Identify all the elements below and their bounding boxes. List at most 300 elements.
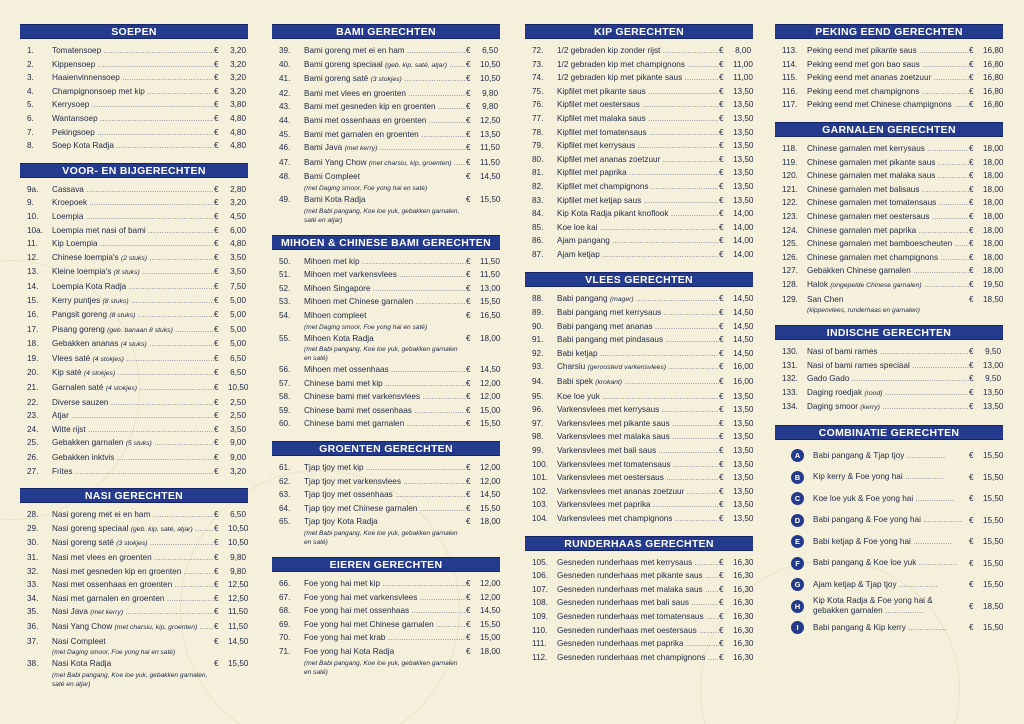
euro-sign: € [719,127,724,137]
dish-name [52,280,214,294]
euro-sign: € [719,500,724,510]
dish-name [807,264,969,278]
euro-sign: € [719,73,724,83]
dish-name-text: Nasi goreng saté [52,538,114,548]
dish-name [557,166,719,180]
dish-name-text: Chinese garnalen met bamboescheuten [807,239,953,249]
menu-item [525,430,753,444]
dish-name-text: Varkensvlees met kerrysaus [557,405,660,415]
dish-price: 11,50 [228,621,248,631]
euro-sign: € [466,405,471,415]
dish-price: 16,00 [733,377,754,387]
euro-sign: € [466,333,471,343]
euro-sign: € [214,580,219,590]
dish-name-text: Champignonsoep met kip [52,86,145,96]
dish-name [304,577,466,591]
dish-price: 18,00 [983,252,1004,262]
euro-sign: € [719,446,724,456]
euro-sign: € [719,459,724,469]
euro-sign: € [214,127,219,137]
menu-item [20,71,248,85]
dish-name-text: Chinese garnalen met balisaus [807,184,920,194]
euro-sign: € [969,360,974,370]
dish-name-text: Nasi met ossenhaas en groenten [52,580,173,590]
menu-item [525,583,753,597]
dish-name [304,309,466,332]
dish-number: 78. [532,127,544,137]
euro-sign: € [214,100,219,110]
menu-item [272,100,500,114]
dish-name [807,359,969,373]
dish-number: 27. [27,466,39,476]
dish-name-text: Bami Yang Chow [304,157,367,167]
menu-item [775,98,1003,112]
dish-price: 15,00 [480,405,501,415]
dish-name-text: Nasi of bami rames [807,347,878,357]
dish-number: 7. [27,127,34,137]
menu-item [525,347,753,361]
euro-sign: € [466,143,471,153]
dish-name [304,604,466,618]
dish-name [557,320,719,334]
menu-item [525,360,753,375]
dish-price: 14,00 [733,209,754,219]
menu-column-1 [20,24,248,699]
dish-name [304,377,466,391]
dish-number: 72. [532,46,544,55]
dish-name-text: Bami met gesneden kip en groenten [304,102,436,112]
dish-name-text: Wantansoep [52,113,98,123]
dish-number: 2. [27,59,34,69]
menu-item [525,166,753,180]
dish-price: 3,80 [230,100,246,110]
dish-number: 16. [27,310,39,320]
dish-name [557,234,719,248]
menu-item [775,169,1003,183]
menu-item [20,352,248,367]
dish-name [557,44,719,58]
menu-item [272,461,500,475]
menu-item [272,156,500,171]
dish-name [52,657,214,689]
euro-sign: € [466,378,471,388]
dish-name [52,85,214,99]
menu-item [272,44,500,58]
euro-sign: € [719,181,724,191]
euro-sign: € [214,368,219,378]
menu-item [775,156,1003,170]
euro-sign: € [214,184,219,194]
dish-price: 13,50 [733,514,754,523]
dish-name-text: Gesneden runderhaas met pikante saus [557,571,703,581]
dish-name-text: Varkensvlees met champignons [557,514,673,523]
dish-description: (met Daging smoor, Foe yong hai en saté) [304,184,428,192]
dish-name [52,337,214,352]
dish-name [304,618,466,632]
dish-number: 59. [279,405,291,415]
dish-number: 69. [279,619,291,629]
euro-sign: € [214,453,219,463]
dish-name [52,44,214,58]
euro-sign: € [466,59,471,69]
menu-item [272,58,500,73]
dish-name-text: Bami goreng met ei en ham [304,46,405,55]
dish-price: 18,00 [983,211,1004,221]
section-eieren [272,557,500,677]
euro-sign: € [466,633,471,643]
dish-name [807,210,969,224]
dish-price: 15,50 [983,580,1004,590]
dish-price: 13,50 [733,391,754,401]
dish-price: 16,30 [733,639,754,649]
menu-item [20,323,248,338]
dish-name [807,142,969,156]
dish-price: 14,00 [733,236,754,246]
euro-sign: € [719,557,724,567]
dish-price: 15,50 [480,619,501,629]
dish-name [807,386,969,401]
section-vlees [525,272,753,526]
dish-number: 34. [27,593,39,603]
dish-name-text: Tomatensoep [52,46,102,55]
dish-name-text: Varkensvlees met malaka saus [557,432,670,442]
dish-number: 28. [27,510,39,520]
dish-number: 63. [279,490,291,500]
section-header: NASI GERECHTEN [20,488,248,503]
dish-name [557,569,719,583]
euro-sign: € [969,558,974,568]
section-bami [272,24,500,225]
dish-number: 41. [279,74,291,84]
menu-item [20,436,248,451]
euro-sign: € [466,46,471,55]
dish-name [557,360,719,375]
dish-name-text: Mihoen met varkensvlees [304,270,397,280]
combo-item [775,445,1003,467]
dish-name-text: San Chen [807,294,844,304]
dish-price: 16,80 [983,59,1004,69]
dish-name [557,194,719,208]
dish-number: 105. [532,557,548,567]
euro-sign: € [466,270,471,280]
dish-name-text: Frites [52,466,73,476]
dish-name [557,417,719,431]
dish-name-text: Gesneden runderhaas met champignons [557,652,706,662]
dish-price: 10,50 [228,523,249,533]
dish-price: 5,00 [230,295,246,305]
dish-price: 16,80 [983,46,1004,55]
euro-sign: € [466,579,471,589]
dish-name [557,347,719,361]
dish-name-text: Foe yong hai met ossenhaas [304,606,410,616]
euro-sign: € [466,157,471,167]
dish-note: (geb. kip, saté, atjar) [130,525,193,533]
dish-number: 50. [279,256,291,266]
letter-badge: I [791,621,804,634]
dish-name [52,98,214,112]
dish-price: 9,80 [482,102,498,112]
dish-price: 18,00 [983,266,1004,276]
dish-name [557,126,719,140]
dish-name [807,196,969,210]
combo-item [775,596,1003,618]
dish-price: 9,00 [230,453,246,463]
euro-sign: € [466,310,471,320]
dish-number: 40. [279,59,291,69]
dish-name [304,502,466,516]
letter-badge: G [791,578,804,591]
menu-item [525,98,753,112]
dish-price: 12,00 [480,592,501,602]
dish-number: 114. [782,59,798,69]
menu-item [20,551,248,565]
menu-item [525,444,753,458]
euro-sign: € [719,209,724,219]
dish-price: 11,50 [228,607,248,617]
dish-name [52,423,214,437]
menu-item [525,306,753,320]
dish-price: 13,50 [480,129,501,139]
dish-name [807,98,969,112]
dish-price: 16,80 [983,86,1004,96]
dish-number: 3. [27,73,34,83]
dish-number: 57. [279,378,291,388]
section-soepen [20,24,248,153]
section-header: GARNALEN GERECHTEN [775,122,1003,137]
menu-item [525,498,753,512]
menu-item [272,604,500,618]
dish-price: 9,80 [230,553,246,562]
dish-number: 80. [532,154,544,164]
letter-badge: D [791,514,804,527]
menu-item [525,610,753,624]
dish-name [304,58,466,73]
dish-name [304,44,466,58]
dish-name [304,295,466,309]
dish-name-text: Mihoen Kota Radja [304,333,374,343]
menu-item [525,221,753,235]
dish-name [52,237,214,251]
menu-item [272,193,500,225]
euro-sign: € [969,601,974,611]
dish-number: 74. [532,73,544,83]
dish-name [557,306,719,320]
dish-number: 82. [532,181,544,191]
dish-number: 70. [279,633,291,643]
section-header: COMBINATIE GERECHTEN [775,425,1003,440]
dish-price: 16,30 [733,625,754,635]
dish-note: (met kerry) [90,609,124,617]
dish-name-text: Garnalen saté [52,383,104,393]
dish-number: 10. [27,211,39,221]
menu-item [525,333,753,347]
dish-number: 109. [532,611,548,621]
dish-name-text: 1/2 gebraden kip met pikante saus [557,73,683,83]
dish-name-text: Varkensvlees met paprika [557,500,651,510]
dish-name [304,170,466,193]
letter-badge: C [791,492,804,505]
dish-name [557,71,719,85]
menu-item [272,332,500,364]
dish-description: (met Babi pangang, Koe loe yuk, gebakken garnalen, saté en atjar) [52,671,208,688]
dish-name-text: Mihoen met Chinese garnalen [304,297,414,307]
euro-sign: € [214,310,219,320]
menu-item [525,126,753,140]
dish-name-text: Varkensvlees met oestersaus [557,473,664,483]
dish-name [304,390,466,404]
letter-badge: E [791,535,804,548]
dish-number: 88. [532,293,544,303]
dish-price: 4,80 [230,239,246,249]
euro-sign: € [719,611,724,621]
dish-name [52,71,214,85]
euro-sign: € [214,59,219,69]
euro-sign: € [969,623,974,633]
dish-price: 2,50 [230,411,246,421]
dish-number: 123. [782,211,798,221]
dish-name-text: Peking eend met Chinese champignons [807,100,952,110]
menu-item [525,651,753,665]
dish-name-text: Kipfilet met malaka saus [557,113,646,123]
euro-sign: € [719,405,724,415]
menu-item [525,390,753,404]
dish-name [557,583,719,597]
dish-note: (3 stokjes) [116,540,148,548]
dish-price: 13,50 [733,168,754,178]
dish-name-text: Mihoen met kip [304,256,360,266]
dish-note: (krokant) [595,379,623,387]
euro-sign: € [214,211,219,221]
dish-price: 16,80 [983,73,1004,83]
euro-sign: € [719,432,724,442]
dish-price: 18,00 [480,517,501,527]
dish-number: 4. [27,86,34,96]
dish-price: 3,20 [230,466,246,476]
dish-name [304,488,466,502]
section-header: PEKING EEND GERECHTEN [775,24,1003,39]
dish-name-text: Bami met garnalen en groenten [304,129,419,139]
dish-price: 13,50 [733,405,754,415]
dish-name [557,556,719,570]
euro-sign: € [214,267,219,277]
section-header: GROENTEN GERECHTEN [272,441,500,456]
dish-price: 13,50 [983,402,1004,412]
dish-number: 33. [27,580,39,590]
dish-name [304,255,466,269]
dish-number: 87. [532,249,544,259]
dish-name-text: Bami Kota Radja [304,194,366,204]
dish-name [807,44,969,58]
dish-number: 75. [532,86,544,96]
dish-name-text: Babi ketjap & Foe yong hai [813,536,911,546]
dish-price: 13,50 [733,100,754,110]
menu-item [20,85,248,99]
dish-name-text: Tjap tjoy met kip [304,463,364,473]
dish-number: 38. [27,659,39,669]
dish-price: 18,00 [983,225,1004,235]
menu-item [525,248,753,262]
dish-name-text: 1/2 gebraden kip met champignons [557,59,685,69]
euro-sign: € [719,293,724,303]
dish-name-text: Varkensvlees met bali saus [557,446,657,456]
menu-item [775,372,1003,386]
dish-name [52,592,214,606]
dish-number: 94. [532,377,544,387]
section-header: KIP GERECHTEN [525,24,753,39]
dish-name-text: Peking eend met gon bao saus [807,59,920,69]
dish-price: 6,50 [230,368,246,378]
dish-description: (met Daging smoor, Foe yong hai en saté) [52,649,176,657]
menu-item [775,210,1003,224]
euro-sign: € [969,537,974,547]
menu-item [272,87,500,101]
dish-name-text: Koe loe yuk & Foe yong hai [813,493,914,503]
dish-name [807,251,969,265]
dish-number: 104. [532,514,548,523]
dish-price: 13,50 [733,418,754,428]
dish-name [557,512,719,526]
dish-name [52,196,214,210]
euro-sign: € [719,418,724,428]
euro-sign: € [719,377,724,387]
euro-sign: € [719,362,724,372]
dot-leader: ................. [906,450,946,460]
dish-name [557,85,719,99]
dish-price: 9,80 [230,566,246,576]
dish-name [557,248,719,262]
dish-price: 7,50 [230,281,246,291]
menu-item [20,294,248,309]
dish-note: (ongepelde Chinese garnalen) [830,281,922,289]
dish-number: 58. [279,392,291,402]
dish-name-text: Foe yong hai Kota Radja [304,647,395,656]
dish-name [304,114,466,128]
dish-number: 6. [27,113,34,123]
dish-number: 115. [782,73,798,83]
dish-name [304,100,466,114]
menu-item [20,508,248,522]
menu-item [775,237,1003,251]
dish-name [52,536,214,551]
dish-price: 12,00 [480,476,501,486]
dish-name-text: Gebakken ananas [52,339,119,349]
menu-item [775,44,1003,58]
dish-price: 9,50 [985,374,1001,384]
dish-number: 61. [279,463,291,473]
menu-item [20,58,248,72]
dish-name-text: Tjap tjoy met ossenhaas [304,490,393,500]
euro-sign: € [719,249,724,259]
dish-number: 31. [27,553,39,562]
dish-price: 12,00 [480,392,501,402]
dish-name-text: Babi pangang & Kip kerry [813,622,906,632]
dish-name [813,494,969,504]
dish-name [807,224,969,238]
dish-name [304,363,466,377]
dish-price: 16,80 [983,100,1004,110]
dish-number: 133. [782,387,798,397]
dish-price: 18,00 [983,184,1004,194]
dish-number: 122. [782,198,798,208]
dish-name-text: Pekingsoep [52,127,95,137]
dish-number: 132. [782,374,798,384]
dish-number: 71. [279,647,291,656]
dish-name [52,635,214,658]
dish-name-text: Peking eend met pikante saus [807,46,917,55]
dish-description: (met Babi pangang, Koe loe yuk, gebakken garnalen, saté en atjar) [304,207,460,224]
euro-sign: € [214,438,219,448]
dish-price: 14,50 [228,636,249,646]
